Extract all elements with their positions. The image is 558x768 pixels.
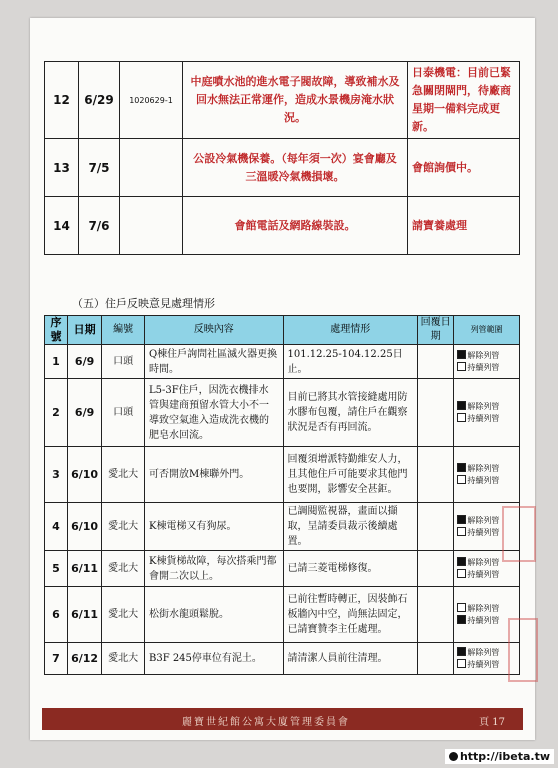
table-row bbox=[45, 503, 520, 551]
header-no: 序號 bbox=[45, 316, 68, 345]
row-result: 回覆須增派特勤維安人力，且其他住戶可能要求其他門也要開，影響安全甚鉅。 bbox=[283, 447, 417, 503]
release-label: 解除列管 bbox=[467, 401, 500, 411]
page-number: 頁 17 bbox=[479, 717, 505, 728]
row-date: 6/9 bbox=[67, 379, 101, 447]
row-number: 6 bbox=[45, 587, 68, 643]
row-number: 3 bbox=[45, 447, 68, 503]
release-checkbox[interactable] bbox=[457, 401, 466, 410]
row-date: 6/10 bbox=[67, 503, 101, 551]
top-table bbox=[44, 61, 520, 255]
table-row bbox=[45, 379, 520, 447]
release-checkbox[interactable] bbox=[457, 647, 466, 656]
release-label: 解除列管 bbox=[467, 647, 500, 657]
watermark bbox=[445, 749, 554, 764]
continue-label: 持續列管 bbox=[467, 413, 500, 423]
feedback-table bbox=[44, 315, 520, 675]
continue-label: 持續列管 bbox=[467, 569, 500, 579]
row-status: 會館詢價中。 bbox=[408, 139, 520, 197]
row-reply-date bbox=[417, 447, 453, 503]
seal-stamp bbox=[508, 618, 538, 682]
release-checkbox[interactable] bbox=[457, 463, 466, 472]
header-date: 日期 bbox=[67, 316, 101, 345]
row-list-scope bbox=[454, 447, 520, 503]
document-page bbox=[30, 18, 535, 740]
row-description: 公設冷氣機保養。（每年須一次）宴會廳及三溫暖冷氣機損壞。 bbox=[183, 139, 408, 197]
row-description: K棟貨梯故障，每次搭乘門都會開二次以上。 bbox=[144, 551, 283, 587]
table-row bbox=[45, 551, 520, 587]
row-number: 2 bbox=[45, 379, 68, 447]
continue-label: 持續列管 bbox=[467, 615, 500, 625]
footer-bar bbox=[42, 708, 523, 730]
release-checkbox[interactable] bbox=[457, 603, 466, 612]
continue-checkbox[interactable] bbox=[457, 615, 466, 624]
top-table-row bbox=[45, 62, 520, 139]
row-number: 4 bbox=[45, 503, 68, 551]
row-date: 7/6 bbox=[79, 197, 120, 255]
row-description: 可否開放M棟聯外門。 bbox=[144, 447, 283, 503]
header-result: 處理情形 bbox=[283, 316, 417, 345]
row-id bbox=[120, 139, 183, 197]
row-number: 5 bbox=[45, 551, 68, 587]
row-status: 請寶養處理 bbox=[408, 197, 520, 255]
continue-label: 持續列管 bbox=[467, 475, 500, 485]
continue-checkbox[interactable] bbox=[457, 659, 466, 668]
row-code: 愛北大 bbox=[102, 447, 145, 503]
row-description: B3F 245停車位有泥土。 bbox=[144, 643, 283, 675]
continue-label: 持續列管 bbox=[467, 659, 500, 669]
row-description: L5-3F住戶，因洗衣機排水管與建商預留水管大小不一導致空氣進入造成洗衣機的肥皂水回流。 bbox=[144, 379, 283, 447]
table-row bbox=[45, 345, 520, 379]
table-row bbox=[45, 643, 520, 675]
release-label: 解除列管 bbox=[467, 603, 500, 613]
row-number: 13 bbox=[45, 139, 79, 197]
continue-checkbox[interactable] bbox=[457, 475, 466, 484]
continue-checkbox[interactable] bbox=[457, 569, 466, 578]
release-checkbox[interactable] bbox=[457, 515, 466, 524]
section-title: （五）住戶反映意見處理情形 bbox=[72, 297, 215, 310]
header-list: 列管範圍 bbox=[454, 316, 520, 345]
row-status: 日泰機電：目前已緊急關閉閘門，待廠商星期一備料完成更新。 bbox=[408, 62, 520, 139]
row-number: 7 bbox=[45, 643, 68, 675]
row-date: 6/9 bbox=[67, 345, 101, 379]
row-code: 口頭 bbox=[102, 345, 145, 379]
release-label: 解除列管 bbox=[467, 515, 500, 525]
row-result: 請清潔人員前往清理。 bbox=[283, 643, 417, 675]
globe-icon bbox=[449, 752, 458, 761]
continue-checkbox[interactable] bbox=[457, 362, 466, 371]
row-result: 已請三菱電梯修復。 bbox=[283, 551, 417, 587]
table-header-row bbox=[45, 316, 520, 345]
table-row bbox=[45, 587, 520, 643]
row-date: 6/11 bbox=[67, 551, 101, 587]
row-description: 會館電話及網路線裝設。 bbox=[183, 197, 408, 255]
row-list-scope bbox=[454, 345, 520, 379]
row-result: 目前已將其水管接縫處用防水膠布包覆，請住戶在觀察狀況是否有再回流。 bbox=[283, 379, 417, 447]
row-date: 6/12 bbox=[67, 643, 101, 675]
row-result: 已前往暫時轉正，因裝飾石板牆內中空，尚無法固定，已請寶贊李主任處理。 bbox=[283, 587, 417, 643]
row-code: 愛北大 bbox=[102, 503, 145, 551]
row-reply-date bbox=[417, 643, 453, 675]
release-label: 解除列管 bbox=[467, 557, 500, 567]
row-date: 7/5 bbox=[79, 139, 120, 197]
row-code: 口頭 bbox=[102, 379, 145, 447]
row-result: 101.12.25-104.12.25日止。 bbox=[283, 345, 417, 379]
row-number: 14 bbox=[45, 197, 79, 255]
row-date: 6/11 bbox=[67, 587, 101, 643]
release-label: 解除列管 bbox=[467, 350, 500, 360]
footer-org-name: 麗寶世紀館公寓大廈管理委員會 bbox=[182, 717, 350, 728]
row-code: 愛北大 bbox=[102, 587, 145, 643]
row-id bbox=[120, 197, 183, 255]
watermark-text: http://ibeta.tw bbox=[459, 750, 550, 763]
row-description: 松街水龍頭鬆脫。 bbox=[144, 587, 283, 643]
row-reply-date bbox=[417, 587, 453, 643]
header-code: 編號 bbox=[102, 316, 145, 345]
continue-checkbox[interactable] bbox=[457, 527, 466, 536]
release-label: 解除列管 bbox=[467, 463, 500, 473]
row-number: 12 bbox=[45, 62, 79, 139]
row-description: 中庭噴水池的進水電子閥故障，導致補水及回水無法正常運作，造成水景機房淹水狀況。 bbox=[183, 62, 408, 139]
release-checkbox[interactable] bbox=[457, 557, 466, 566]
table-row bbox=[45, 447, 520, 503]
top-table-row bbox=[45, 197, 520, 255]
header-reply: 回覆日期 bbox=[417, 316, 453, 345]
row-reply-date bbox=[417, 551, 453, 587]
release-checkbox[interactable] bbox=[457, 350, 466, 359]
continue-checkbox[interactable] bbox=[457, 413, 466, 422]
continue-label: 持續列管 bbox=[467, 362, 500, 372]
row-result: 已調閱監視器，畫面以擷取，呈請委員裁示後續處置。 bbox=[283, 503, 417, 551]
row-code: 愛北大 bbox=[102, 551, 145, 587]
row-date: 6/29 bbox=[79, 62, 120, 139]
row-code: 愛北大 bbox=[102, 643, 145, 675]
row-description: Q棟住戶詢問社區滅火器更換時間。 bbox=[144, 345, 283, 379]
row-description: K棟電梯又有狗尿。 bbox=[144, 503, 283, 551]
header-desc: 反映內容 bbox=[144, 316, 283, 345]
row-list-scope bbox=[454, 379, 520, 447]
row-id: 1020629-1 bbox=[120, 62, 183, 139]
row-reply-date bbox=[417, 503, 453, 551]
continue-label: 持續列管 bbox=[467, 527, 500, 537]
top-table-row bbox=[45, 139, 520, 197]
row-date: 6/10 bbox=[67, 447, 101, 503]
row-number: 1 bbox=[45, 345, 68, 379]
seal-stamp bbox=[502, 506, 536, 562]
row-reply-date bbox=[417, 379, 453, 447]
row-reply-date bbox=[417, 345, 453, 379]
